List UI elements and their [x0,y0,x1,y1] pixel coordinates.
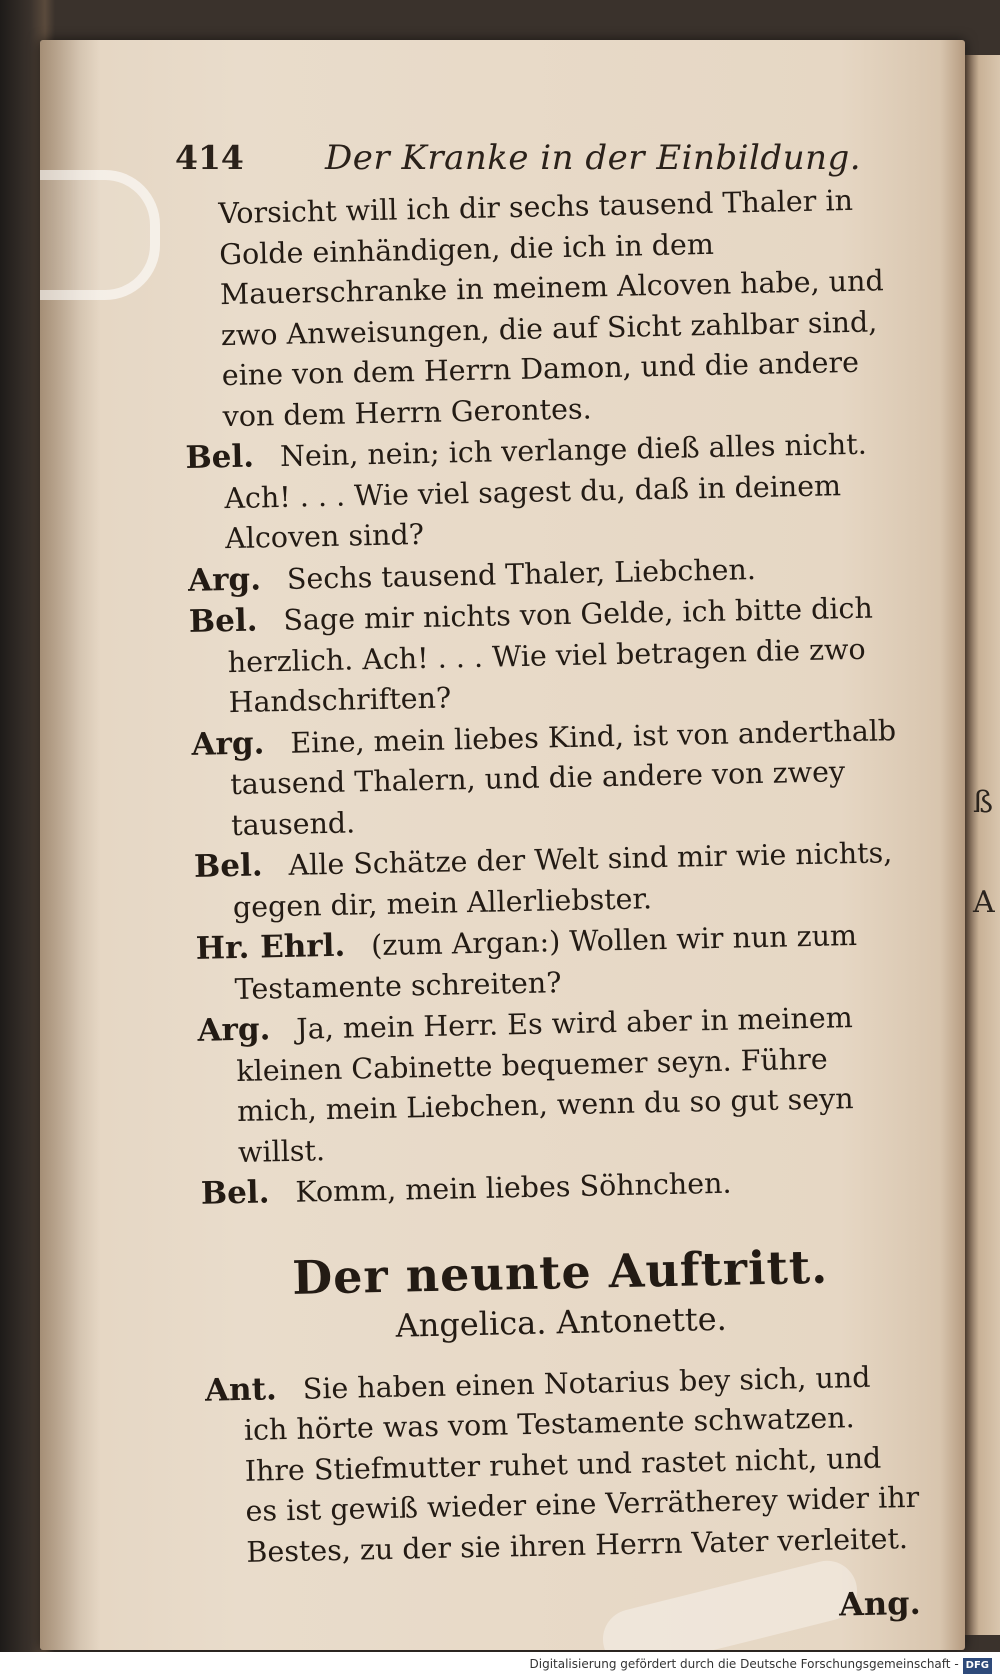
dialogue-text: Sechs tausend Thaler, Liebchen. [286,552,757,596]
page-clip [40,170,160,300]
dialogue-text: (zum Argan:) Wollen wir nun zum Testamente schreiten? [234,918,858,1006]
dialogue-line [185,423,902,560]
dialogue-text: Nein, nein; ich verlange dieß alles nicht. Ach! . . . Wie viel sagest du, daß in deinem Alcoven sind? [224,427,868,556]
footer-text: Digitalisierung gefördert durch die Deutsche Forschungsgemeinschaft - [529,1657,959,1671]
dialogue-line [205,1355,924,1573]
page-body [180,180,925,1638]
speaker-label: Hr. Ehrl. [195,927,346,967]
dialogue-line [195,914,912,1011]
catchword: Ang. [838,1583,922,1624]
dialogue-line [189,587,906,724]
next-page-glyph: A [973,885,995,920]
dialogue-line [197,996,915,1174]
speaker-label: Bel. [193,847,263,885]
next-page-edge [965,55,1000,1635]
dialogue-text: Eine, mein liebes Kind, ist von anderthalb tausend Thalern, und die andere von zwey tausend. [230,713,897,842]
dfg-logo: DFG [963,1658,992,1674]
speaker-label: Arg. [187,560,262,599]
speaker-label: Bel. [185,438,255,476]
page-number: 414 [175,138,244,177]
dialogue-text: Sage mir nichts von Gelde, ich bitte dich herzlich. Ach! . . . Wie viel betragen die zwo Handschriften? [227,591,874,720]
dialogue-line [191,709,908,846]
scene-characters: Angelica. Antonette. [395,1299,728,1345]
speaker-label: Ant. [204,1370,278,1409]
dialogue-text: Sie haben einen Notarius bey sich, und ich hörte was vom Testamente schwatzen. Ihre Stiefmutter ruhet und rastet nicht, und es ist gewiß wieder eine Verrätherey wider ihr Bestes, zu der sie ihren Herrn Vater verleitet. [243,1360,920,1569]
scene-title: Der neunte Auftritt. [291,1239,829,1305]
speaker-label: Arg. [197,1011,271,1049]
speaker-label: Bel. [188,602,258,640]
dialogue-line [194,832,911,929]
next-page-glyph: ß [973,785,994,820]
dialogue-text: Ja, mein Herr. Es wird aber in meinem kleinen Cabinette bequemer seyn. Führe mich, mein Liebchen, wenn du so gut seyn willst. [236,1001,854,1169]
digitization-footer [0,1652,1000,1676]
running-head: Der Kranke in der Einbildung. [325,138,862,178]
dialogue-text: Komm, mein liebes Söhnchen. [295,1166,732,1209]
dialogue-text: Alle Schätze der Welt sind mir wie nichts, gegen dir, mein Allerliebster. [232,836,893,924]
speaker-label: Bel. [200,1174,270,1212]
paragraph: Vorsicht will ich dir sechs tausend Thaler in Golde einhändigen, die ich in dem Mauerschranke in meinem Alcoven habe, und zwo Anweisungen, die auf Sicht zahlbar sind, eine von dem Herrn Damon, und die andere von dem Herrn Gerontes. [218,183,884,433]
speaker-label: Arg. [191,724,265,763]
